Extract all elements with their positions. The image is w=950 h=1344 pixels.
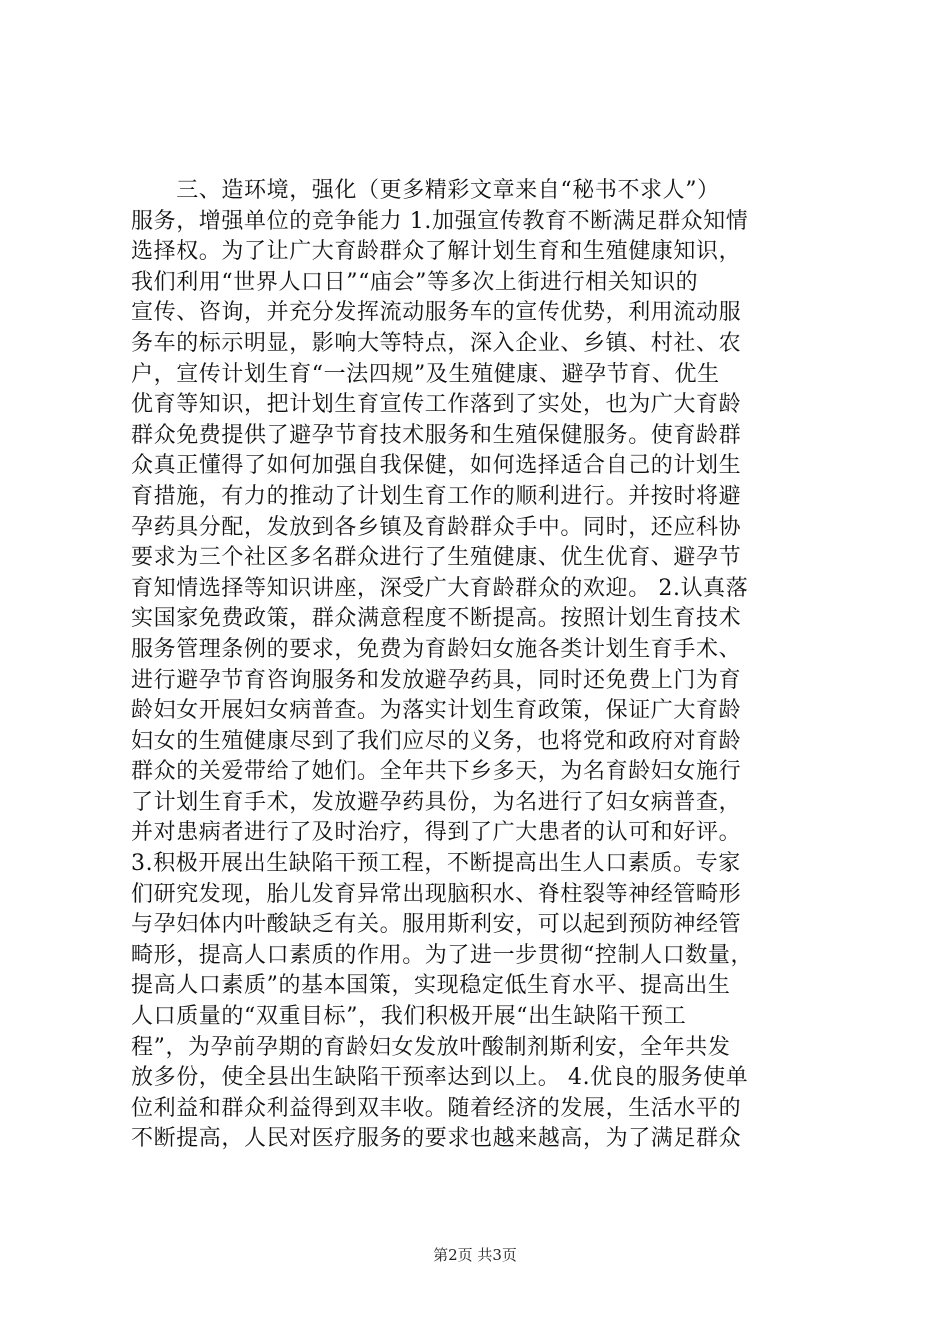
text-line: 了计划生育手术，发放避孕药具份，为名进行了妇女病普查，	[131, 789, 742, 815]
text-line: 位利益和群众利益得到双丰收。随着经济的发展，生活水平的	[131, 1095, 742, 1121]
text-line: 优育等知识，把计划生育宣传工作落到了实处，也为广大育龄	[131, 392, 742, 418]
text-line: 进行避孕节育咨询服务和发放避孕药具，同时还免费上门为育	[131, 667, 742, 693]
text-line: 龄妇女开展妇女病普查。为落实计划生育政策，保证广大育龄	[131, 698, 742, 724]
text-line: 程”，为孕前孕期的育龄妇女发放叶酸制剂斯利安，全年共发	[131, 1034, 731, 1060]
text-line: 宣传、咨询，并充分发挥流动服务车的宣传优势，利用流动服	[131, 300, 742, 326]
text-line: 不断提高，人民对医疗服务的要求也越来越高，为了满足群众	[131, 1126, 742, 1152]
text-line: 服务，增强单位的竞争能力 1.加强宣传教育不断满足群众知情	[131, 208, 749, 234]
text-line: 实国家免费政策，群众满意程度不断提高。按照计划生育技术	[131, 606, 742, 632]
text-line: 我们利用“世界人口日”“庙会”等多次上街进行相关知识的	[131, 269, 699, 295]
text-line: 群众免费提供了避孕节育技术服务和生殖保健服务。使育龄群	[131, 422, 742, 448]
text-line: 众真正懂得了如何加强自我保健，如何选择适合自己的计划生	[131, 453, 742, 479]
text-line: 与孕妇体内叶酸缺乏有关。服用斯利安，可以起到预防神经管	[131, 912, 742, 938]
text-line: 三、造环境，强化（更多精彩文章来自“秘书不求人”）	[131, 178, 720, 203]
text-line: 要求为三个社区多名群众进行了生殖健康、优生优育、避孕节	[131, 545, 742, 571]
page-footer: 第2页 共3页	[433, 1246, 517, 1264]
text-line: 育措施，有力的推动了计划生育工作的顺利进行。并按时将避	[131, 483, 742, 509]
text-line: 户，宣传计划生育“一法四规”及生殖健康、避孕节育、优生	[131, 361, 720, 387]
body-paragraph	[131, 176, 825, 1155]
text-line: 选择权。为了让广大育龄群众了解计划生育和生殖健康知识，	[131, 239, 742, 265]
text-line: 人口质量的“双重目标”，我们积极开展“出生缺陷干预工	[131, 1004, 687, 1030]
text-line: 并对患病者进行了及时治疗，得到了广大患者的认可和好评。	[131, 820, 742, 846]
text-line: 畸形，提高人口素质的作用。为了进一步贯彻“控制人口数量，	[131, 942, 754, 968]
text-line: 群众的关爱带给了她们。全年共下乡多天，为名育龄妇女施行	[131, 759, 742, 785]
text-line: 妇女的生殖健康尽到了我们应尽的义务，也将党和政府对育龄	[131, 728, 742, 754]
text-line: 务车的标示明显，影响大等特点，深入企业、乡镇、村社、农	[131, 330, 742, 356]
text-line: 3.积极开展出生缺陷干预工程，不断提高出生人口素质。专家	[131, 851, 741, 877]
text-line: 提高人口素质”的基本国策，实现稳定低生育水平、提高出生	[131, 973, 731, 999]
text-line: 放多份，使全县出生缺陷干预率达到以上。 4.优良的服务使单	[131, 1065, 749, 1091]
text-line: 孕药具分配，发放到各乡镇及育龄群众手中。同时，还应科协	[131, 514, 742, 540]
text-line: 们研究发现，胎儿发育异常出现脑积水、脊柱裂等神经管畸形	[131, 881, 742, 907]
text-line: 服务管理条例的要求，免费为育龄妇女施各类计划生育手术、	[131, 636, 742, 662]
text-line: 育知情选择等知识讲座，深受广大育龄群众的欢迎。 2.认真落	[131, 575, 749, 601]
